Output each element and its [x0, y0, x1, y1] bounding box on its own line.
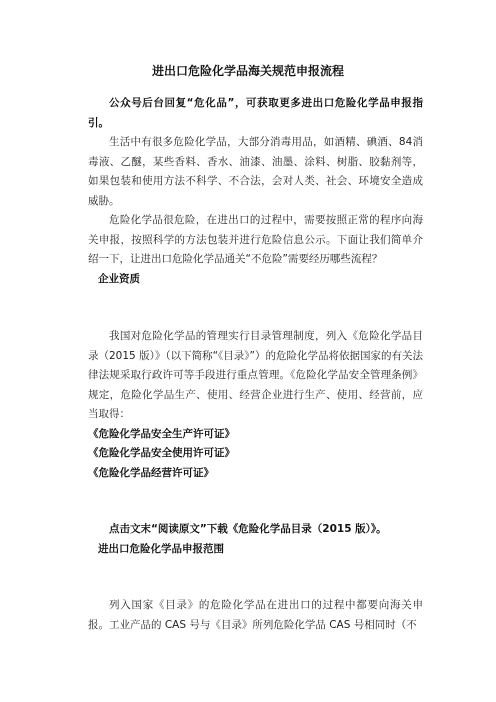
intro-paragraph: 生活中有很多危险化学品，大部分消毒用品，如酒精、碘酒、84消毒液、乙醚，某些香料、香水、油漆、油墨、涂料、树脂、胶黏剂等，如果包装和使用方法不科学、不合法，会对人类、社会、环境安全造成威胁。	[88, 136, 423, 207]
notice-paragraph: 公众号后台回复“危化品”，可获取更多进出口危险化学品申报指引。	[88, 97, 423, 129]
spacer	[88, 559, 423, 596]
permit-item: 《危险化学品安全使用许可证》	[88, 447, 235, 459]
section-heading-scope: 进出口危险化学品申报范围	[98, 542, 224, 555]
spacer	[88, 483, 423, 520]
permit-item: 《危险化学品安全生产许可证》	[88, 427, 235, 440]
scope-paragraph: 列入国家《目录》的危险化学品在进出口的过程中都要向海关申报。工业产品的 CAS 号与《目录》所列危险化学品 CAS 号相同时（不	[88, 599, 423, 631]
permit-item: 《危险化学品经营许可证》	[88, 466, 214, 479]
catalog-paragraph: 我国对危险化学品的管理实行目录管理制度，列入《危险化学品目录（2015 版）》（以下简称“《目录》”）的危险化学品将依据国家的有关法律法规采取行政许可等手段进行重点管理。《危险化学品安全管理条例》规定，危险化学品生产、使用、经营企业进行生产、使用、经营前，应当取得：	[88, 330, 423, 420]
document-title: 进出口危险化学品海关规范申报流程	[151, 64, 344, 78]
document-body	[88, 94, 423, 635]
section-heading-qualification: 企业资质	[98, 272, 140, 285]
process-intro-paragraph: 危险化学品很危险，在进出口的过程中，需要按照正常的程序向海关申报，按照科学的方法包装并进行危险信息公示。下面让我们简单介绍一下，让进出口危险化学品通关“不危险”需要经历哪些流程？	[88, 214, 423, 265]
download-note: 点击文末“阅读原文”下载《危险化学品目录（2015 版）》。	[109, 523, 387, 535]
spacer	[88, 289, 423, 327]
